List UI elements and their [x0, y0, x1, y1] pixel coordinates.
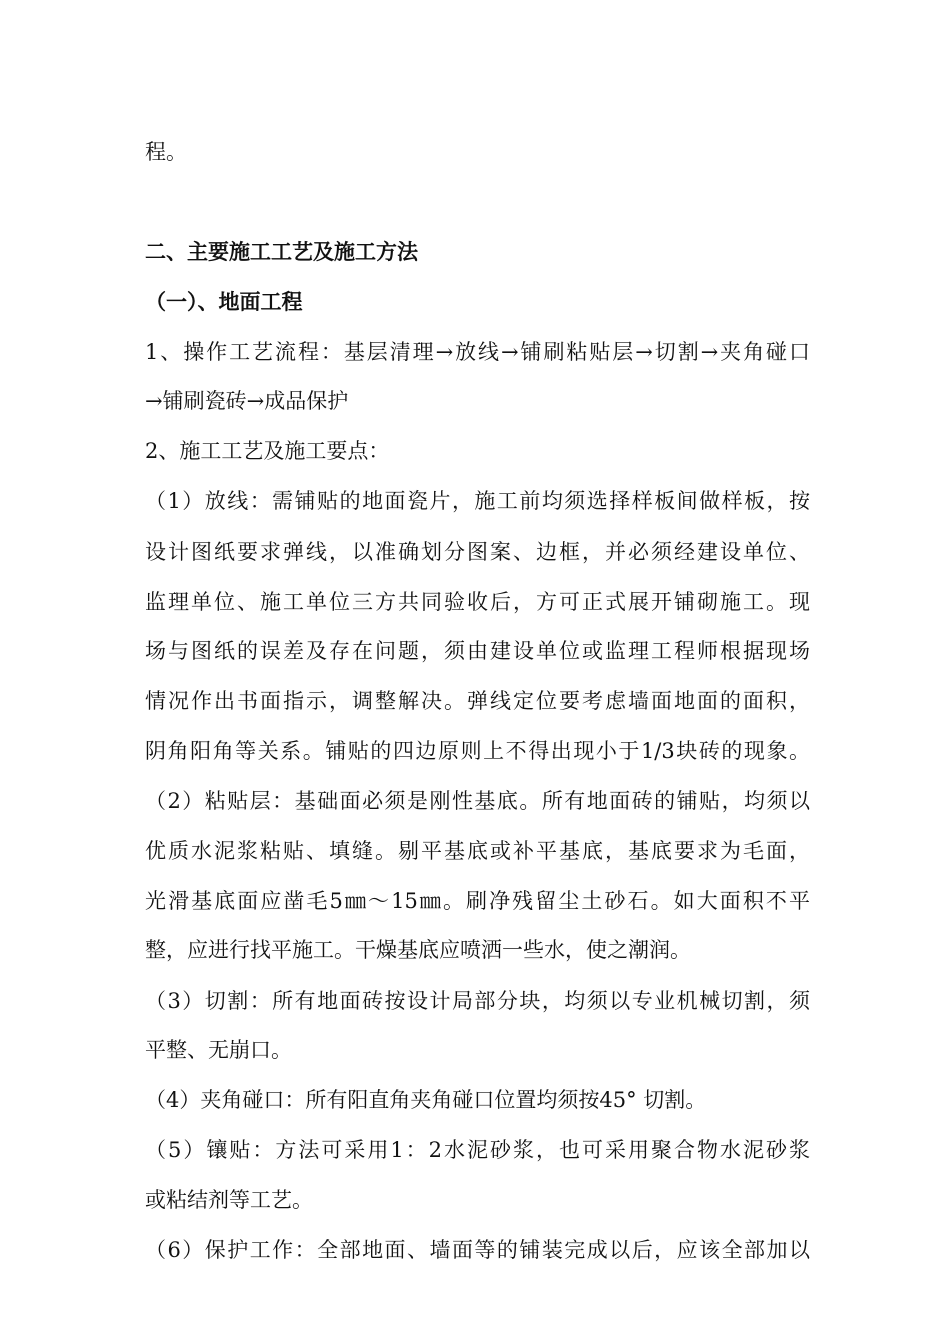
paragraph-line: （2）粘贴层：基础面必须是刚性基底。所有地面砖的铺贴，均须以 — [145, 789, 810, 813]
paragraph-line: 设计图纸要求弹线，以准确划分图案、边框，并必须经建设单位、 — [145, 540, 810, 564]
paragraph-line: （1）放线：需铺贴的地面瓷片，施工前均须选择样板间做样板，按 — [145, 489, 810, 513]
paragraph-line: 场与图纸的误差及存在问题，须由建设单位或监理工程师根据现场 — [145, 639, 810, 663]
paragraph-line: 阴角阳角等关系。铺贴的四边原则上不得出现小于1/3块砖的现象。 — [145, 739, 810, 763]
continuation-text: 程。 — [145, 140, 187, 164]
paragraph-line: 优质水泥浆粘贴、填缝。剔平基底或补平基底，基底要求为毛面， — [145, 839, 810, 863]
paragraph-line: 2、施工工艺及施工要点： — [145, 439, 390, 463]
paragraph-line: （6）保护工作：全部地面、墙面等的铺装完成以后，应该全部加以 — [145, 1238, 810, 1262]
subsection-heading: （一）、地面工程 — [145, 289, 303, 314]
paragraph-line: 或粘结剂等工艺。 — [145, 1188, 313, 1212]
paragraph-line: 整，应进行找平施工。干燥基底应喷洒一些水，使之潮润。 — [145, 938, 691, 962]
paragraph-line: 平整、无崩口。 — [145, 1038, 292, 1062]
paragraph-line: 监理单位、施工单位三方共同验收后，方可正式展开铺砌施工。现 — [145, 590, 810, 614]
paragraph-line: （5）镶贴：方法可采用1：2水泥砂浆，也可采用聚合物水泥砂浆 — [145, 1138, 810, 1162]
section-heading: 二、主要施工工艺及施工方法 — [145, 239, 418, 264]
paragraph-line: （4）夹角碰口：所有阳直角夹角碰口位置均须按45° 切割。 — [145, 1088, 707, 1112]
paragraph-line: （3）切割：所有地面砖按设计局部分块，均须以专业机械切割，须 — [145, 989, 810, 1013]
paragraph-line: 1、操作工艺流程：基层清理→放线→铺刷粘贴层→切割→夹角碰口 — [145, 340, 810, 364]
paragraph-line: →铺刷瓷砖→成品保护 — [145, 389, 349, 413]
paragraph-line: 光滑基底面应凿毛5㎜～15㎜。刷净残留尘土砂石。如大面积不平 — [145, 889, 810, 913]
paragraph-line: 情况作出书面指示，调整解决。弹线定位要考虑墙面地面的面积， — [145, 689, 810, 713]
